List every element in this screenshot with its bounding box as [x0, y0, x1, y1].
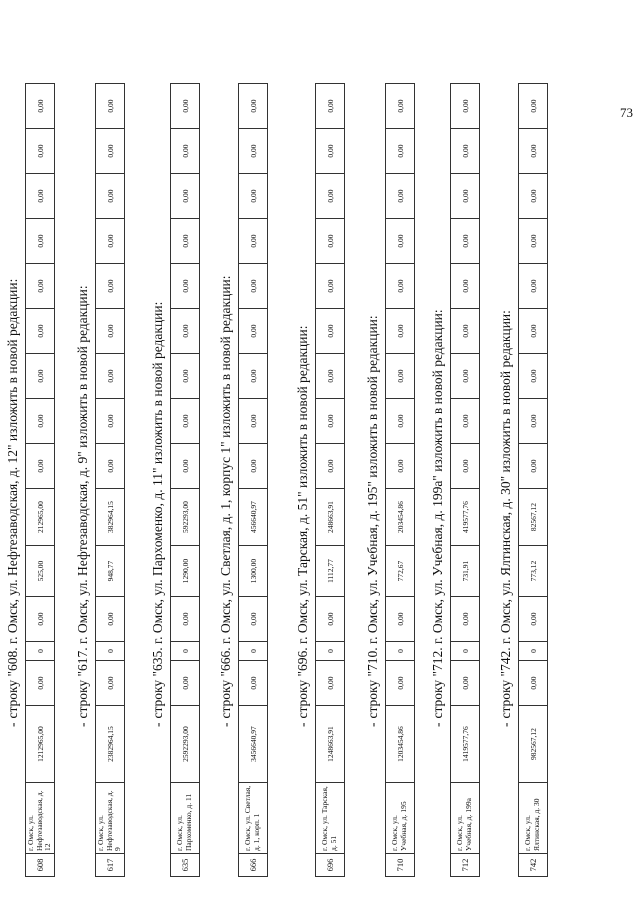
- value-cell: 0,00: [519, 219, 548, 264]
- value-cell: 212965,00: [26, 489, 55, 546]
- amendment-table: [95, 83, 125, 877]
- heading-text: строку "666. г. Омск, ул. Светлая, д. 1, корпус 1" изложить в новой редакции:: [218, 275, 233, 719]
- row-number-cell: 608: [26, 854, 55, 877]
- value-cell: 0,00: [26, 174, 55, 219]
- value-cell: 0,00: [451, 661, 480, 706]
- value-cell: 1290,00: [171, 546, 200, 597]
- value-cell: 0,00: [386, 264, 415, 309]
- amendment-heading: [498, 310, 514, 727]
- value-cell: 0,00: [239, 129, 268, 174]
- value-cell: 0,00: [519, 399, 548, 444]
- value-cell: 0,00: [239, 219, 268, 264]
- page-number: 73: [620, 105, 633, 120]
- value-cell: 382964,15: [96, 489, 125, 546]
- value-cell: 203454,86: [386, 489, 415, 546]
- value-cell: 0,00: [96, 129, 125, 174]
- value-cell: 0,00: [451, 84, 480, 129]
- value-cell: 0,00: [26, 129, 55, 174]
- heading-text: строку "635. г. Омск, ул. Пархоменко, д. 11" изложить в новой редакции:: [150, 301, 165, 719]
- amendment-table: [385, 83, 415, 877]
- value-cell: 0,00: [26, 399, 55, 444]
- value-cell: 0,00: [386, 309, 415, 354]
- value-cell: 525,00: [26, 546, 55, 597]
- value-cell: 0,00: [239, 309, 268, 354]
- table-row: [519, 84, 548, 877]
- row-number-cell: 712: [451, 854, 480, 877]
- amendment-heading: [5, 279, 21, 727]
- value-cell: 0,00: [386, 219, 415, 264]
- value-cell: 0,00: [171, 264, 200, 309]
- value-cell: 0,00: [316, 264, 345, 309]
- value-cell: 0,00: [171, 219, 200, 264]
- value-cell: 2592293,00: [171, 706, 200, 783]
- value-cell: 0,00: [519, 129, 548, 174]
- row-number-cell: 696: [316, 854, 345, 877]
- value-cell: 0,00: [239, 661, 268, 706]
- value-cell: 0,00: [316, 219, 345, 264]
- value-cell: 0: [26, 642, 55, 661]
- value-cell: 0,00: [171, 129, 200, 174]
- heading-dash: -: [150, 722, 165, 727]
- value-cell: 0,00: [96, 354, 125, 399]
- amendment-table: [25, 83, 55, 877]
- value-cell: 1212965,00: [26, 706, 55, 783]
- value-cell: 0,00: [519, 84, 548, 129]
- value-cell: 0,00: [26, 444, 55, 489]
- heading-dash: -: [75, 722, 90, 727]
- value-cell: 0,00: [96, 264, 125, 309]
- value-cell: 0,00: [386, 84, 415, 129]
- table-row: [316, 84, 345, 877]
- table-row: [96, 84, 125, 877]
- value-cell: 0,00: [26, 219, 55, 264]
- value-cell: 0,00: [451, 174, 480, 219]
- value-cell: 0,00: [451, 309, 480, 354]
- amendment-table: [238, 83, 268, 877]
- value-cell: 0,00: [386, 661, 415, 706]
- amendment-heading: [295, 326, 311, 727]
- value-cell: 0,00: [451, 219, 480, 264]
- row-number-cell: 635: [171, 854, 200, 877]
- row-number-cell: 742: [519, 854, 548, 877]
- heading-text: строку "742. г. Омск, ул. Ялтинская, д. 30" изложить в новой редакции:: [498, 310, 513, 719]
- heading-dash: -: [498, 722, 513, 727]
- value-cell: 0,00: [239, 84, 268, 129]
- amendment-heading: [75, 285, 91, 727]
- value-cell: 0: [519, 642, 548, 661]
- address-cell: г. Омск, ул. Учебная, д. 199а: [451, 783, 480, 854]
- value-cell: 0,00: [171, 444, 200, 489]
- value-cell: 0,00: [316, 174, 345, 219]
- value-cell: 0,00: [26, 84, 55, 129]
- amendment-heading: [150, 302, 166, 727]
- value-cell: 0,00: [96, 661, 125, 706]
- value-cell: 982567,12: [519, 706, 548, 783]
- value-cell: 0,00: [519, 444, 548, 489]
- value-cell: 0,00: [96, 309, 125, 354]
- value-cell: 0,00: [386, 354, 415, 399]
- row-number-cell: 710: [386, 854, 415, 877]
- value-cell: 0,00: [519, 597, 548, 642]
- heading-text: строку "712. г. Омск, ул. Учебная, д. 199а" изложить в новой редакции:: [430, 309, 445, 719]
- value-cell: 0,00: [171, 597, 200, 642]
- table-row: [239, 84, 268, 877]
- value-cell: 0: [171, 642, 200, 661]
- heading-text: строку "696. г. Омск, ул. Тарская, д. 51" изложить в новой редакции:: [295, 325, 310, 719]
- amendment-heading: [218, 275, 234, 727]
- value-cell: 419577,76: [451, 489, 480, 546]
- table-row: [386, 84, 415, 877]
- value-cell: 0,00: [386, 444, 415, 489]
- value-cell: 0,00: [171, 84, 200, 129]
- row-number-cell: 617: [96, 854, 125, 877]
- value-cell: 0,00: [451, 354, 480, 399]
- table-row: [171, 84, 200, 877]
- value-cell: 0,00: [96, 219, 125, 264]
- value-cell: 0,00: [519, 309, 548, 354]
- heading-dash: -: [430, 722, 445, 727]
- value-cell: 948,77: [96, 546, 125, 597]
- value-cell: 0,00: [316, 597, 345, 642]
- value-cell: 0,00: [26, 354, 55, 399]
- value-cell: 0,00: [96, 597, 125, 642]
- value-cell: 0,00: [316, 84, 345, 129]
- value-cell: 0,00: [96, 399, 125, 444]
- value-cell: 0,00: [239, 354, 268, 399]
- value-cell: 0,00: [171, 309, 200, 354]
- value-cell: 0,00: [451, 264, 480, 309]
- value-cell: 0,00: [519, 174, 548, 219]
- address-cell: г. Омск, ул. Учебная, д. 195: [386, 783, 415, 854]
- value-cell: 0,00: [519, 354, 548, 399]
- heading-dash: -: [5, 722, 20, 727]
- heading-text: строку "608. г. Омск, ул. Нефтезаводская, д. 12" изложить в новой редакции:: [5, 278, 20, 719]
- value-cell: 0,00: [96, 174, 125, 219]
- value-cell: 0,00: [171, 661, 200, 706]
- value-cell: 0,00: [316, 399, 345, 444]
- value-cell: 1300,00: [239, 546, 268, 597]
- value-cell: 0: [96, 642, 125, 661]
- amendment-table: [315, 83, 345, 877]
- value-cell: 0,00: [96, 84, 125, 129]
- value-cell: 0,00: [451, 129, 480, 174]
- heading-text: строку "617. г. Омск, ул. Нефтезаводская, д. 9" изложить в новой редакции:: [75, 285, 90, 719]
- value-cell: 1112,77: [316, 546, 345, 597]
- value-cell: 0,00: [239, 264, 268, 309]
- value-cell: 592293,00: [171, 489, 200, 546]
- address-cell: г. Омск, ул. Тарская, д. 51: [316, 783, 345, 854]
- value-cell: 0,00: [239, 174, 268, 219]
- value-cell: 0,00: [519, 264, 548, 309]
- value-cell: 0,00: [316, 444, 345, 489]
- table-row: [451, 84, 480, 877]
- value-cell: 0,00: [171, 174, 200, 219]
- value-cell: 1203454,86: [386, 706, 415, 783]
- value-cell: 0,00: [316, 129, 345, 174]
- value-cell: 0,00: [316, 309, 345, 354]
- value-cell: 0,00: [239, 597, 268, 642]
- value-cell: 0,00: [316, 661, 345, 706]
- value-cell: 0,00: [26, 597, 55, 642]
- amendment-table: [170, 83, 200, 877]
- value-cell: 0,00: [519, 661, 548, 706]
- value-cell: 0,00: [96, 444, 125, 489]
- heading-text: строку "710. г. Омск, ул. Учебная, д. 195" изложить в новой редакции:: [365, 315, 380, 719]
- value-cell: 1248663,91: [316, 706, 345, 783]
- value-cell: 0,00: [26, 309, 55, 354]
- amendment-heading: [430, 309, 446, 727]
- value-cell: 0,00: [386, 174, 415, 219]
- value-cell: 0,00: [26, 661, 55, 706]
- value-cell: 0,00: [316, 354, 345, 399]
- row-number-cell: 666: [239, 854, 268, 877]
- address-cell: г. Омск, ул. Ялтинская, д. 30: [519, 783, 548, 854]
- address-cell: г. Омск, ул. Нефтезаводская, д. 9: [96, 783, 125, 854]
- value-cell: 3456640,97: [239, 706, 268, 783]
- value-cell: 0,00: [171, 354, 200, 399]
- value-cell: 0: [239, 642, 268, 661]
- address-cell: г. Омск, ул. Пархоменко, д. 11: [171, 783, 200, 854]
- value-cell: 0,00: [171, 399, 200, 444]
- value-cell: 0,00: [239, 444, 268, 489]
- value-cell: 456640,97: [239, 489, 268, 546]
- heading-dash: -: [365, 722, 380, 727]
- value-cell: 0,00: [386, 399, 415, 444]
- value-cell: 1419577,76: [451, 706, 480, 783]
- amendment-table: [518, 83, 548, 877]
- value-cell: 0,00: [451, 597, 480, 642]
- value-cell: 731,91: [451, 546, 480, 597]
- address-cell: г. Омск, ул. Нефтезаводская, д. 12: [26, 783, 55, 854]
- value-cell: 0,00: [386, 129, 415, 174]
- value-cell: 0,00: [26, 264, 55, 309]
- value-cell: 0,00: [451, 399, 480, 444]
- table-row: [26, 84, 55, 877]
- value-cell: 82567,12: [519, 489, 548, 546]
- value-cell: 2382964,15: [96, 706, 125, 783]
- value-cell: 248663,91: [316, 489, 345, 546]
- value-cell: 0,00: [451, 444, 480, 489]
- value-cell: 0,00: [386, 597, 415, 642]
- heading-dash: -: [218, 722, 233, 727]
- amendment-heading: [365, 315, 381, 727]
- value-cell: 0,00: [239, 399, 268, 444]
- value-cell: 772,67: [386, 546, 415, 597]
- heading-dash: -: [295, 722, 310, 727]
- amendment-table: [450, 83, 480, 877]
- value-cell: 0: [451, 642, 480, 661]
- value-cell: 0: [316, 642, 345, 661]
- address-cell: г. Омск, ул. Светлая, д. 1, корп. 1: [239, 783, 268, 854]
- value-cell: 0: [386, 642, 415, 661]
- value-cell: 773,12: [519, 546, 548, 597]
